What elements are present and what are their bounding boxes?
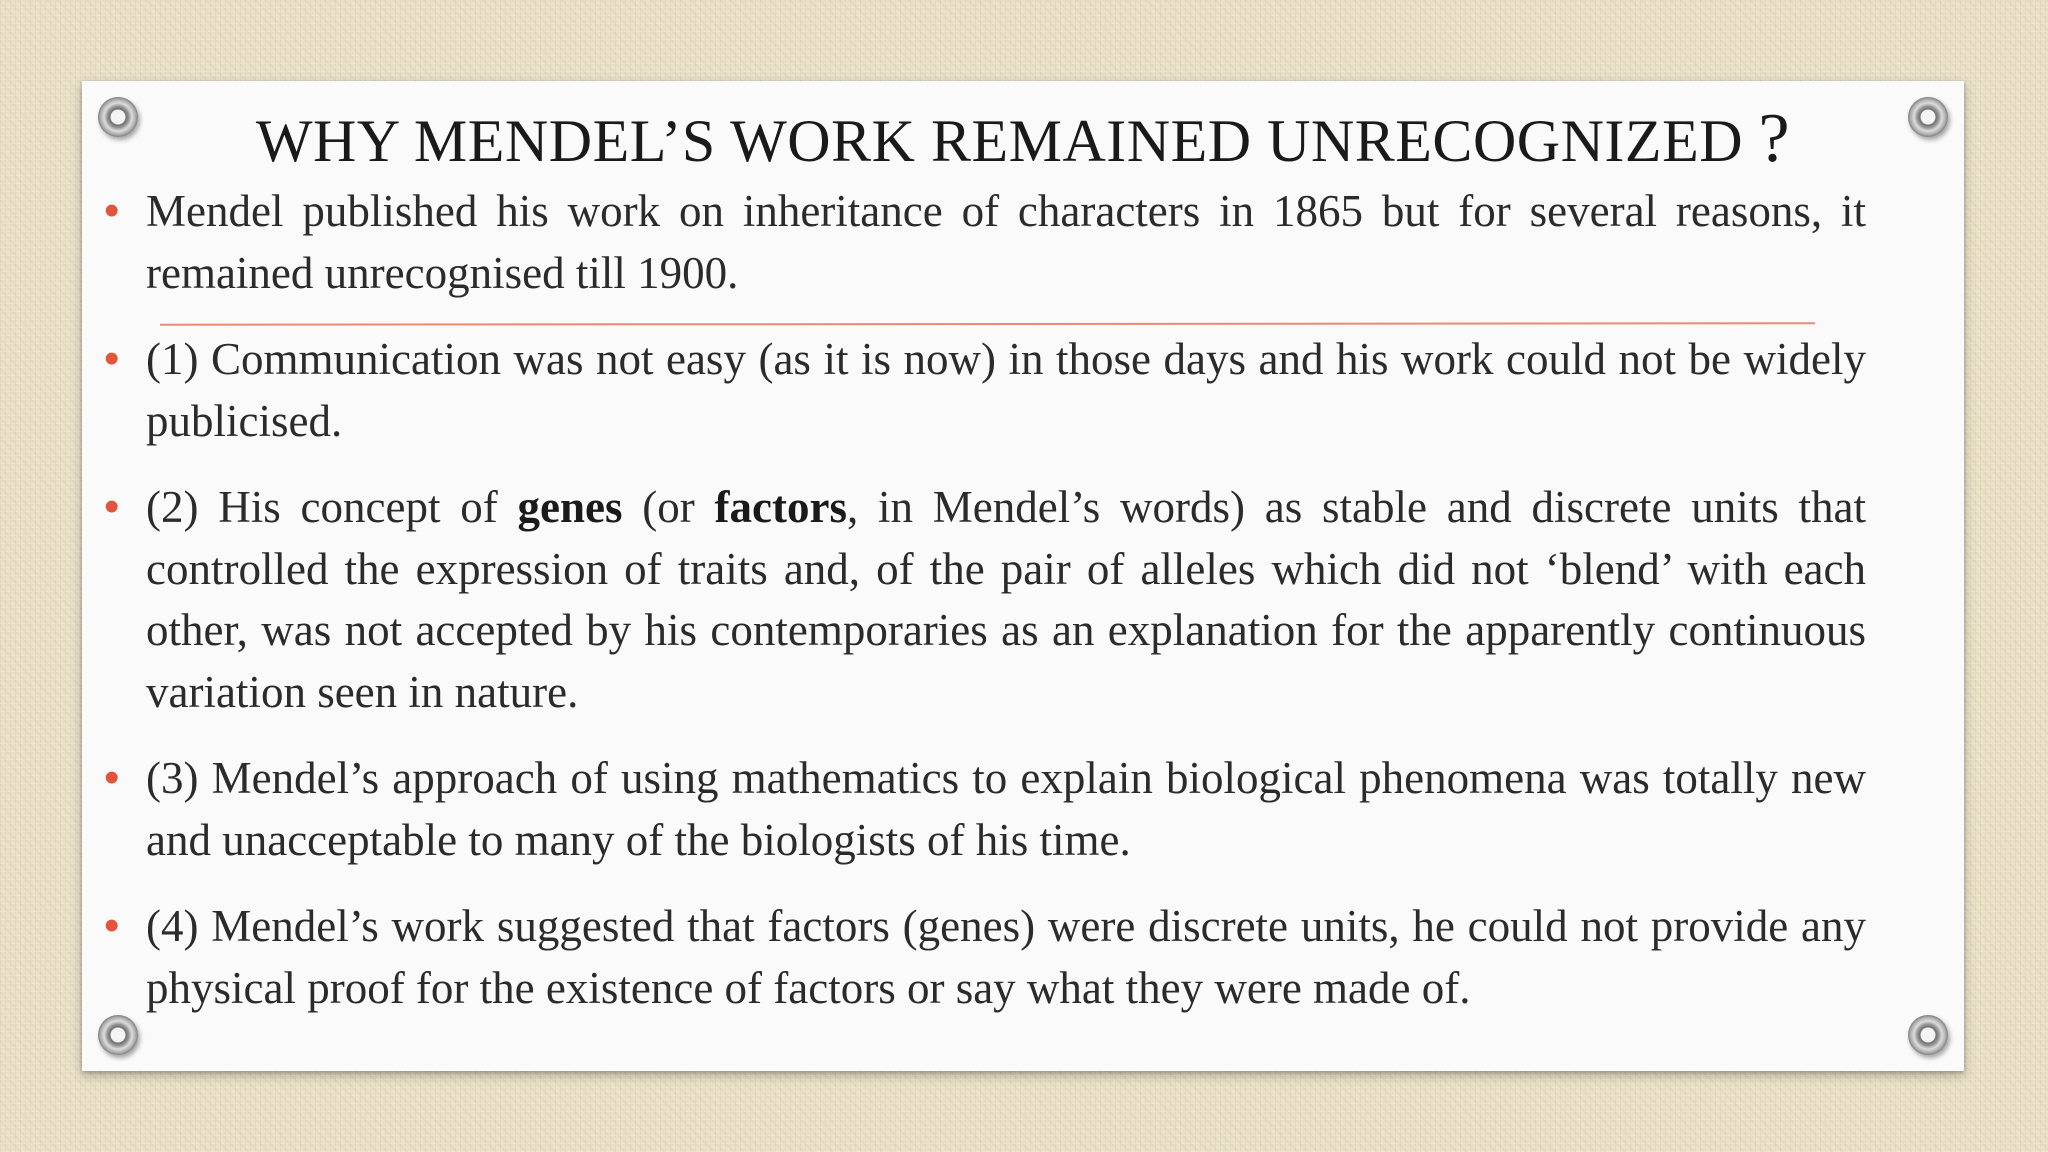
bullet-item-reason-3: [104, 748, 1866, 871]
term-factors: factors: [714, 482, 847, 532]
slide-title-text: WHY MENDEL’S WORK REMAINED UNRECOGNIZED: [255, 108, 1744, 174]
bullet-text: (1) Communication was not easy (as it is now) in those days and his work could not be widely publicised.: [146, 334, 1866, 446]
slide-title: [82, 95, 1964, 185]
bullet-list: [104, 181, 1866, 1044]
bullet-item-reason-4: [104, 896, 1866, 1019]
pushpin-icon: [1908, 1015, 1948, 1055]
bullet-icon: •: [104, 482, 120, 531]
bullet-text-part: (2) His concept of: [146, 482, 518, 532]
bullet-text: (3) Mendel’s approach of using mathematics to explain biological phenomena was totally new and unacceptable to many of the biologists of his time.: [146, 753, 1866, 865]
bullet-item-reason-2: [104, 477, 1866, 723]
bullet-text: [146, 477, 1866, 723]
bullet-text-part: , in Mendel’s words) as stable and discrete units that controlled the expression of traits and, of the pair of alleles which did not ‘blend’ with each other, was not accepted by his contemporaries as an explanation for the apparently continuous variation seen in nature.: [146, 482, 1866, 717]
bullet-icon: •: [104, 334, 120, 383]
slide-card: [82, 81, 1964, 1071]
bullet-text-part: (or: [622, 482, 715, 532]
pushpin-icon: [98, 1015, 138, 1055]
bullet-icon: •: [104, 186, 120, 235]
bullet-text: (4) Mendel’s work suggested that factors (genes) were discrete units, he could not provide any physical proof for the existence of factors or say what they were made of.: [146, 901, 1866, 1013]
term-genes: genes: [517, 482, 623, 532]
bullet-text: Mendel published his work on inheritance of characters in 1865 but for several reasons, it remained unrecognised till 1900.: [146, 186, 1866, 298]
bullet-icon: •: [104, 901, 120, 950]
bullet-item-intro: [104, 181, 1866, 304]
bullet-icon: •: [104, 753, 120, 802]
slide-title-question-mark: ?: [1758, 100, 1791, 177]
bullet-item-reason-1: [104, 329, 1866, 452]
